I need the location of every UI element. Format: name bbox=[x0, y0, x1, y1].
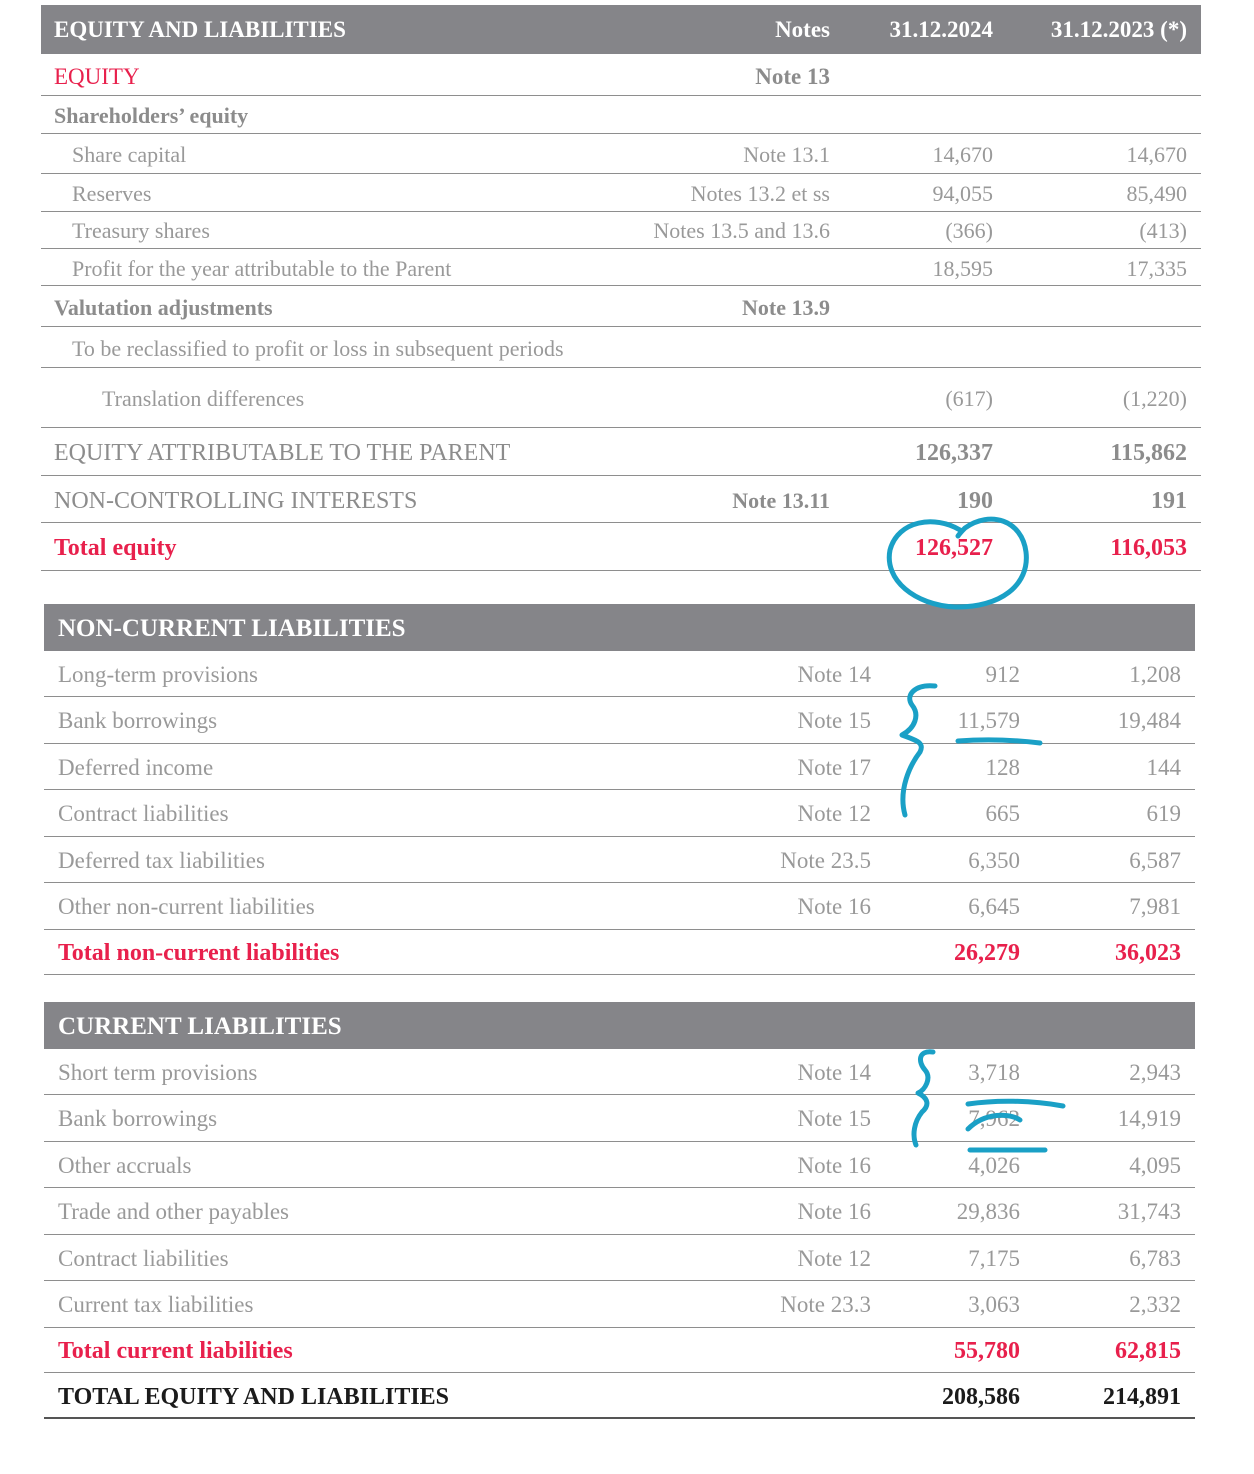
non-current-item-v2024: 665 bbox=[985, 801, 1020, 826]
non-current-item-v2023: 144 bbox=[1146, 755, 1181, 780]
header-notes: Notes bbox=[775, 17, 830, 42]
equity-row bbox=[41, 54, 1201, 96]
non-current-item-v2023: 1,208 bbox=[1129, 662, 1181, 687]
current-item-label: Contract liabilities bbox=[58, 1246, 229, 1271]
total-current-2024: 55,780 bbox=[954, 1338, 1020, 1364]
grand-total-row bbox=[44, 1373, 1195, 1419]
current-item-v2023: 6,783 bbox=[1129, 1246, 1181, 1271]
profit-2024: 18,595 bbox=[932, 256, 993, 281]
current-item-v2024: 7,175 bbox=[968, 1246, 1020, 1271]
non-current-item-row bbox=[44, 697, 1195, 744]
current-item-v2024: 29,836 bbox=[956, 1199, 1020, 1224]
reclassified-label: To be reclassified to profit or loss in subsequent periods bbox=[72, 336, 564, 361]
share-capital-2023: 14,670 bbox=[1126, 142, 1187, 167]
non-current-item-v2024: 11,579 bbox=[957, 708, 1020, 733]
equity-attributable-row bbox=[41, 428, 1201, 476]
current-item-row bbox=[44, 1281, 1195, 1328]
current-item-v2023: 14,919 bbox=[1117, 1106, 1181, 1131]
reserves-2024: 94,055 bbox=[932, 181, 993, 206]
non-current-item-label: Bank borrowings bbox=[58, 708, 218, 733]
total-equity-2024: 126,527 bbox=[915, 535, 993, 561]
total-current-row bbox=[44, 1327, 1195, 1373]
total-non-current-2023: 36,023 bbox=[1115, 940, 1181, 966]
reserves-2023: 85,490 bbox=[1126, 181, 1187, 206]
current-item-label: Trade and other payables bbox=[58, 1199, 289, 1224]
non-current-item-v2024: 912 bbox=[985, 662, 1020, 687]
total-equity-2023: 116,053 bbox=[1110, 535, 1187, 561]
total-equity-row bbox=[41, 523, 1201, 571]
non-current-item-v2024: 6,645 bbox=[968, 894, 1020, 919]
current-item-label: Bank borrowings bbox=[58, 1106, 218, 1131]
reserves-label: Reserves bbox=[72, 181, 152, 206]
current-item-note: Note 12 bbox=[797, 1246, 871, 1271]
current-item-v2024: 3,063 bbox=[968, 1292, 1020, 1317]
non-current-item-note: Note 16 bbox=[797, 894, 871, 919]
grand-total-label: TOTAL EQUITY AND LIABILITIES bbox=[58, 1384, 450, 1410]
non-current-item-row bbox=[44, 790, 1195, 837]
non-controlling-interests-note: Note 13.11 bbox=[732, 488, 830, 513]
current-item-v2024: 3,718 bbox=[968, 1060, 1020, 1085]
non-current-item-label: Long-term provisions bbox=[58, 662, 258, 687]
current-item-v2023: 31,743 bbox=[1117, 1199, 1181, 1224]
non-controlling-interests-label: NON-CONTROLLING INTERESTS bbox=[54, 488, 418, 514]
non-controlling-interests-row bbox=[41, 476, 1201, 523]
profit-2023: 17,335 bbox=[1126, 256, 1187, 281]
non-current-item-note: Note 15 bbox=[797, 708, 871, 733]
current-item-note: Note 15 bbox=[797, 1106, 871, 1131]
equity-note: Note 13 bbox=[755, 64, 830, 89]
share-capital-label: Share capital bbox=[72, 142, 187, 167]
non-current-item-v2023: 19,484 bbox=[1117, 708, 1181, 733]
current-item-label: Short term provisions bbox=[58, 1060, 258, 1085]
grand-total-2024: 208,586 bbox=[942, 1384, 1020, 1410]
total-non-current-2024: 26,279 bbox=[954, 940, 1020, 966]
equity-attributable-2023: 115,862 bbox=[1110, 440, 1187, 466]
current-item-row bbox=[44, 1049, 1195, 1095]
header-title: EQUITY AND LIABILITIES bbox=[54, 17, 346, 42]
share-capital-2024: 14,670 bbox=[932, 142, 993, 167]
non-current-item-label: Contract liabilities bbox=[58, 801, 229, 826]
equity-attributable-label: EQUITY ATTRIBUTABLE TO THE PARENT bbox=[54, 440, 511, 466]
non-current-item-label: Other non-current liabilities bbox=[58, 894, 315, 919]
current-item-row bbox=[44, 1188, 1195, 1235]
current-liabilities-header bbox=[44, 1002, 1195, 1049]
valuation-adjustments-note: Note 13.9 bbox=[742, 295, 830, 320]
current-item-note: Note 16 bbox=[797, 1199, 871, 1224]
non-current-item-v2024: 128 bbox=[985, 755, 1020, 780]
non-current-item-note: Note 17 bbox=[797, 755, 871, 780]
total-non-current-label: Total non-current liabilities bbox=[58, 940, 340, 966]
equity-liabilities-header bbox=[41, 5, 1201, 54]
reserves-note: Notes 13.2 et ss bbox=[690, 181, 830, 206]
current-item-v2023: 2,332 bbox=[1129, 1292, 1181, 1317]
treasury-shares-note: Notes 13.5 and 13.6 bbox=[653, 218, 830, 243]
profit-row bbox=[41, 249, 1201, 286]
non-current-item-note: Note 12 bbox=[797, 801, 871, 826]
current-item-label: Other accruals bbox=[58, 1153, 192, 1178]
equity-attributable-2024: 126,337 bbox=[915, 440, 993, 466]
valuation-adjustments-row bbox=[41, 286, 1201, 327]
total-equity-label: Total equity bbox=[54, 535, 177, 561]
current-item-label: Current tax liabilities bbox=[58, 1292, 254, 1317]
treasury-shares-label: Treasury shares bbox=[72, 218, 210, 243]
non-current-liabilities-header bbox=[44, 604, 1195, 651]
share-capital-row bbox=[41, 134, 1201, 174]
profit-label: Profit for the year attributable to the Parent bbox=[72, 256, 452, 281]
shareholders-equity-label: Shareholders’ equity bbox=[54, 103, 249, 128]
current-item-v2024: 7,962 bbox=[968, 1106, 1020, 1131]
non-current-item-label: Deferred tax liabilities bbox=[58, 848, 265, 873]
non-current-item-v2023: 6,587 bbox=[1129, 848, 1181, 873]
non-current-item-v2023: 7,981 bbox=[1129, 894, 1181, 919]
non-current-item-note: Note 23.5 bbox=[780, 848, 871, 873]
translation-differences-2023: (1,220) bbox=[1122, 386, 1187, 411]
header-2024: 31.12.2024 bbox=[889, 17, 993, 42]
current-item-note: Note 16 bbox=[797, 1153, 871, 1178]
treasury-shares-2023: (413) bbox=[1139, 218, 1187, 243]
current-item-v2024: 4,026 bbox=[968, 1153, 1020, 1178]
translation-differences-2024: (617) bbox=[945, 386, 993, 411]
translation-differences-row bbox=[41, 368, 1201, 428]
non-current-item-v2024: 6,350 bbox=[968, 848, 1020, 873]
treasury-shares-row bbox=[41, 212, 1201, 249]
header-2023: 31.12.2023 (*) bbox=[1050, 17, 1187, 42]
grand-total-2023: 214,891 bbox=[1103, 1384, 1181, 1410]
current-item-note: Note 23.3 bbox=[780, 1292, 871, 1317]
non-current-item-row bbox=[44, 651, 1195, 697]
equity-label: EQUITY bbox=[54, 64, 140, 89]
non-current-item-v2023: 619 bbox=[1146, 801, 1181, 826]
treasury-shares-2024: (366) bbox=[945, 218, 993, 243]
non-current-item-row bbox=[44, 744, 1195, 790]
shareholders-equity-row bbox=[41, 96, 1201, 134]
reserves-row bbox=[41, 174, 1201, 212]
total-non-current-row bbox=[44, 929, 1195, 975]
non-controlling-interests-2023: 191 bbox=[1151, 488, 1187, 514]
current-item-v2023: 2,943 bbox=[1129, 1060, 1181, 1085]
non-controlling-interests-2024: 190 bbox=[957, 488, 993, 514]
current-item-row bbox=[44, 1142, 1195, 1188]
total-current-label: Total current liabilities bbox=[58, 1338, 293, 1364]
reclassified-row bbox=[41, 327, 1201, 368]
current-liabilities-title: CURRENT LIABILITIES bbox=[58, 1013, 342, 1040]
total-current-2023: 62,815 bbox=[1115, 1338, 1181, 1364]
non-current-liabilities-title: NON-CURRENT LIABILITIES bbox=[58, 615, 406, 642]
current-item-note: Note 14 bbox=[797, 1060, 871, 1085]
translation-differences-label: Translation differences bbox=[102, 386, 305, 411]
current-item-v2023: 4,095 bbox=[1129, 1153, 1181, 1178]
current-item-row bbox=[44, 1235, 1195, 1281]
valuation-adjustments-label: Valutation adjustments bbox=[54, 295, 273, 320]
non-current-item-row bbox=[44, 883, 1195, 930]
non-current-item-label: Deferred income bbox=[58, 755, 214, 780]
current-item-row bbox=[44, 1095, 1195, 1142]
non-current-item-row bbox=[44, 837, 1195, 883]
non-current-item-note: Note 14 bbox=[797, 662, 871, 687]
share-capital-note: Note 13.1 bbox=[743, 142, 830, 167]
